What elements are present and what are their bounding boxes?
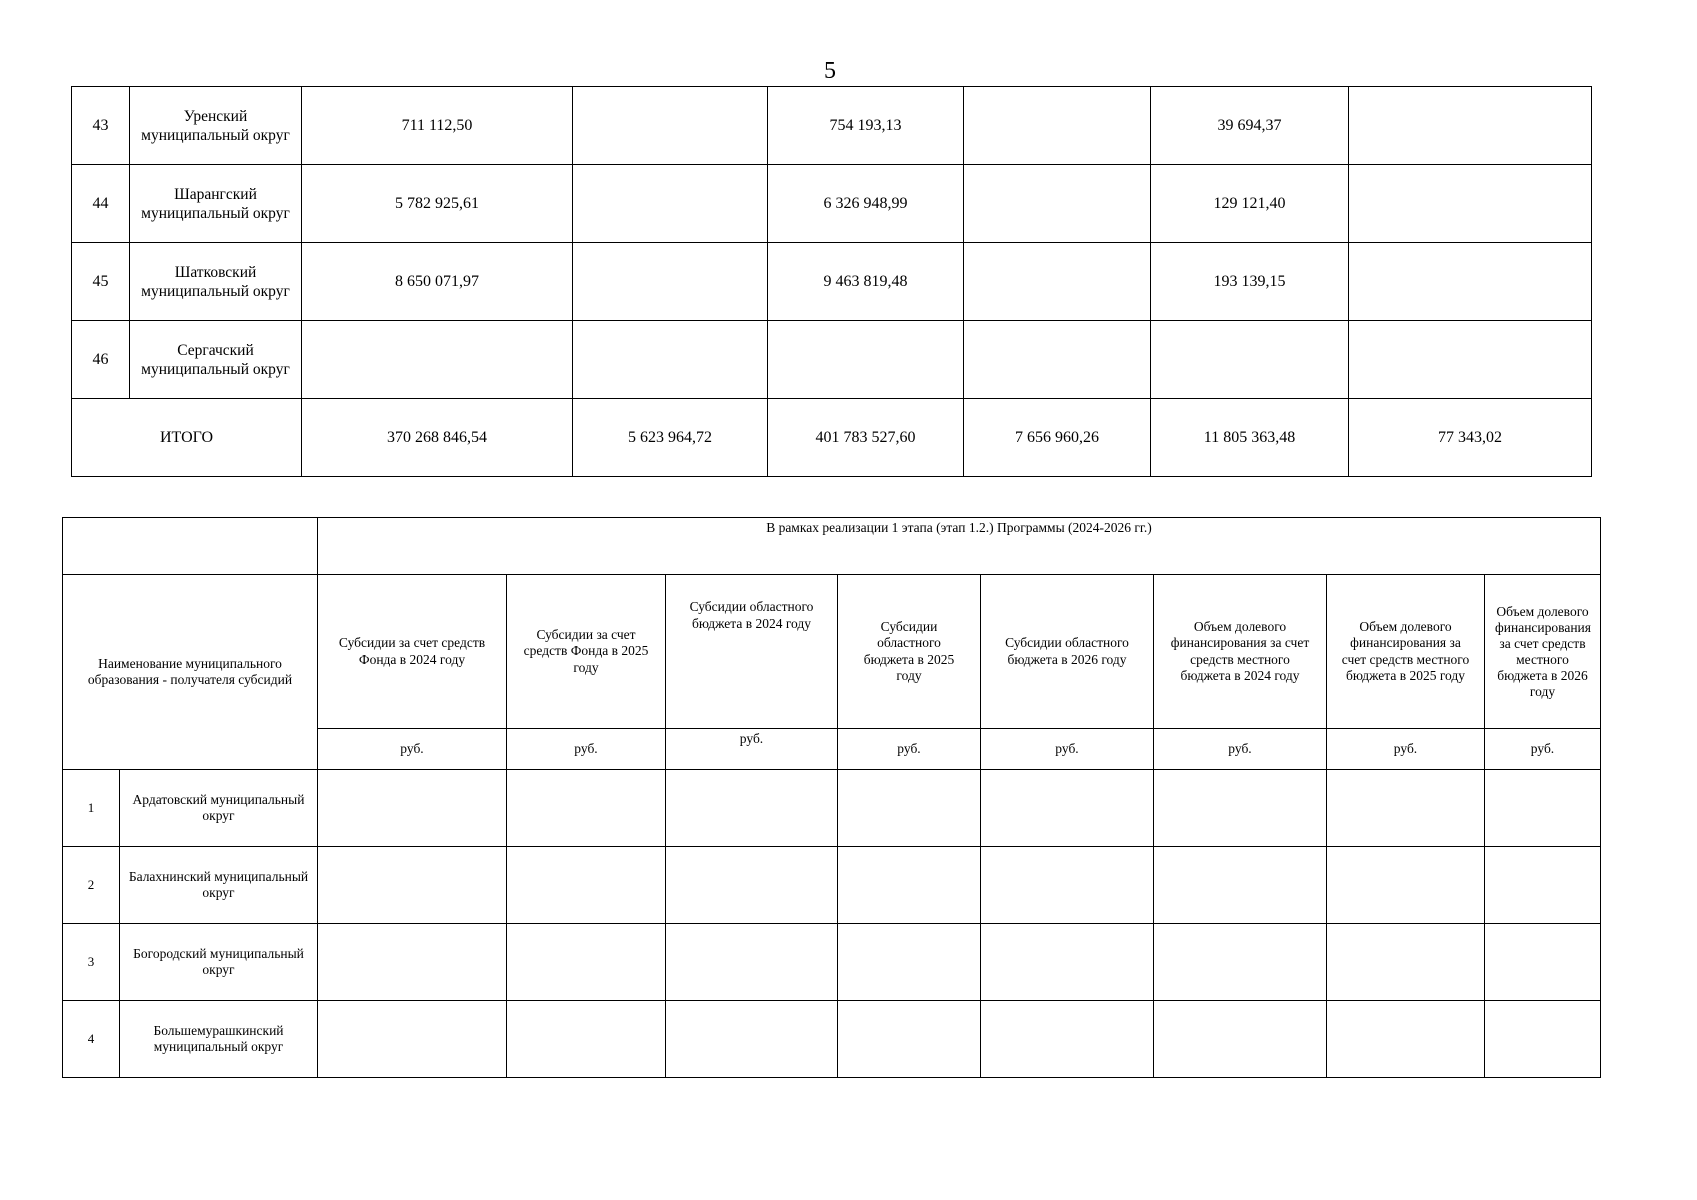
value-cell [838,924,981,1001]
value-cell [507,924,666,1001]
value-cell: 9 463 819,48 [768,243,964,321]
value-cell [1349,87,1592,165]
value-cell [318,770,507,847]
value-cell [964,87,1151,165]
value-cell [981,847,1154,924]
value-cell [981,924,1154,1001]
value-cell [1485,847,1601,924]
value-cell [573,165,768,243]
program-stage-title: В рамках реализации 1 этапа (этап 1.2.) Программы (2024-2026 гг.) [318,518,1601,575]
row-number: 2 [63,847,120,924]
municipality-name: Большемурашкинский муниципальный округ [120,1001,318,1078]
table-row [72,243,1592,321]
totals-table [71,86,1592,477]
column-header: Субсидии за счет средств Фонда в 2024 году [318,575,507,729]
total-value: 11 805 363,48 [1151,399,1349,477]
value-cell [573,243,768,321]
value-cell: 129 121,40 [1151,165,1349,243]
municipality-name: Сергачский муниципальный округ [130,321,302,399]
value-cell [838,847,981,924]
table-row [72,165,1592,243]
municipality-name: Шарангский муниципальный округ [130,165,302,243]
value-cell [964,243,1151,321]
value-cell [768,321,964,399]
value-cell [302,321,573,399]
unit-label: руб. [981,729,1154,770]
value-cell: 8 650 071,97 [302,243,573,321]
municipality-name: Балахнинский муниципальный округ [120,847,318,924]
unit-label: руб. [838,729,981,770]
value-cell [1327,1001,1485,1078]
total-value: 77 343,02 [1349,399,1592,477]
municipality-name: Шатковский муниципальный округ [130,243,302,321]
value-cell [1151,321,1349,399]
value-cell [1349,243,1592,321]
unit-label: руб. [1327,729,1485,770]
value-cell [1154,924,1327,1001]
unit-label: руб. [1154,729,1327,770]
value-cell [981,770,1154,847]
unit-label: руб. [666,729,838,770]
value-cell [838,1001,981,1078]
municipality-column-header: Наименование муниципального образования - получателя субсидий [63,575,318,770]
value-cell [1154,847,1327,924]
row-number: 4 [63,1001,120,1078]
total-value: 401 783 527,60 [768,399,964,477]
row-number: 44 [72,165,130,243]
value-cell [1154,1001,1327,1078]
value-cell [573,321,768,399]
value-cell [1349,321,1592,399]
column-header: Субсидии областного бюджета в 2025 году [838,575,981,729]
row-number: 1 [63,770,120,847]
value-cell [1485,924,1601,1001]
value-cell [507,847,666,924]
value-cell [1485,1001,1601,1078]
value-cell [318,1001,507,1078]
header-band-row [63,518,1601,575]
total-value: 5 623 964,72 [573,399,768,477]
value-cell: 193 139,15 [1151,243,1349,321]
table-row [63,847,1601,924]
value-cell: 6 326 948,99 [768,165,964,243]
subsidy-table [62,517,1601,1078]
value-cell [666,770,838,847]
total-label: ИТОГО [72,399,302,477]
table-row [72,321,1592,399]
total-value: 7 656 960,26 [964,399,1151,477]
table-row [72,87,1592,165]
row-number: 46 [72,321,130,399]
row-number: 3 [63,924,120,1001]
table-row [63,1001,1601,1078]
value-cell [666,1001,838,1078]
value-cell: 39 694,37 [1151,87,1349,165]
total-row [72,399,1592,477]
row-number: 43 [72,87,130,165]
unit-label: руб. [507,729,666,770]
value-cell [1327,770,1485,847]
value-cell [666,924,838,1001]
value-cell [666,847,838,924]
value-cell [964,321,1151,399]
value-cell [838,770,981,847]
table-row [63,924,1601,1001]
column-header: Субсидии за счет средств Фонда в 2025 году [507,575,666,729]
column-header: Субсидии областного бюджета в 2026 году [981,575,1154,729]
value-cell [318,847,507,924]
value-cell [1327,847,1485,924]
blank-header-cell [63,518,318,575]
column-header: Объем долевого финансирования за счет средств местного бюджета в 2025 году [1327,575,1485,729]
column-header: Объем долевого финансирования за счет средств местного бюджета в 2024 году [1154,575,1327,729]
municipality-name: Ардатовский муниципальный округ [120,770,318,847]
value-cell [964,165,1151,243]
page-number: 5 [824,58,836,84]
municipality-name: Уренский муниципальный округ [130,87,302,165]
value-cell [507,770,666,847]
value-cell [507,1001,666,1078]
total-value: 370 268 846,54 [302,399,573,477]
column-header: Субсидии областного бюджета в 2024 году [666,575,838,729]
value-cell [1349,165,1592,243]
value-cell: 711 112,50 [302,87,573,165]
value-cell [1327,924,1485,1001]
unit-label: руб. [318,729,507,770]
row-number: 45 [72,243,130,321]
value-cell: 5 782 925,61 [302,165,573,243]
value-cell [318,924,507,1001]
value-cell [1154,770,1327,847]
value-cell: 754 193,13 [768,87,964,165]
value-cell [981,1001,1154,1078]
municipality-name: Богородский муниципальный округ [120,924,318,1001]
value-cell [573,87,768,165]
column-header: Объем долевого финансирования за счет средств местного бюджета в 2026 году [1485,575,1601,729]
value-cell [1485,770,1601,847]
column-header-row [63,575,1601,729]
unit-label: руб. [1485,729,1601,770]
table-row [63,770,1601,847]
